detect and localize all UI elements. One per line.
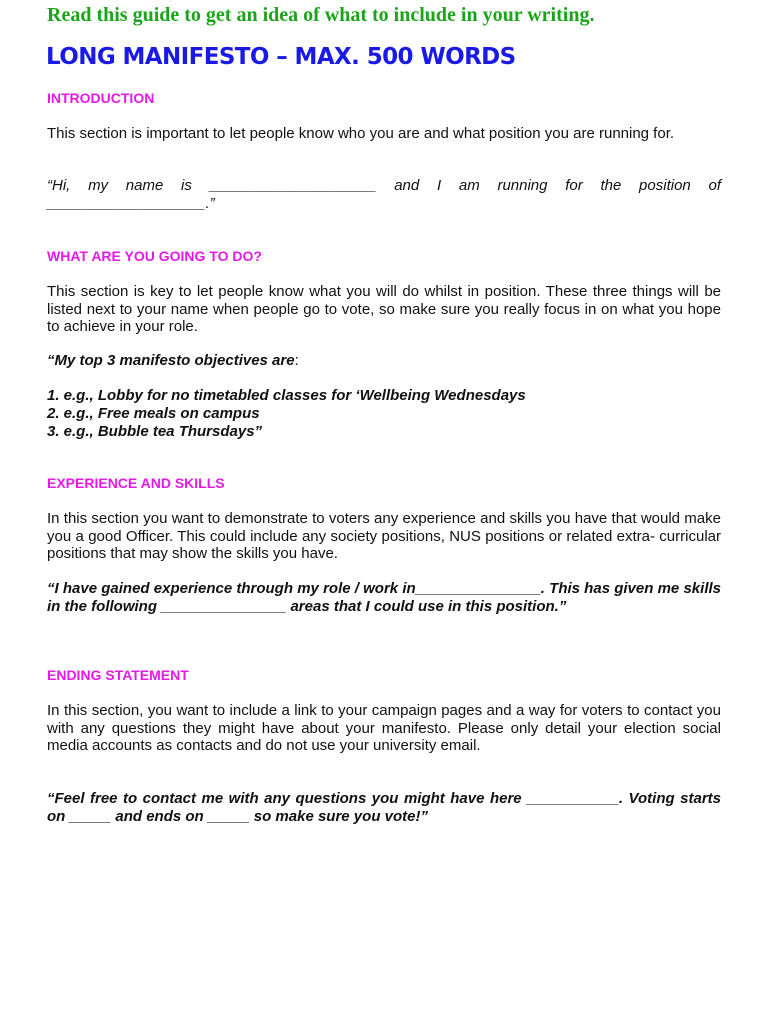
- page-title: LONG MANIFESTO – MAX. 500 WORDS: [46, 44, 516, 70]
- plans-quote-text: “My top 3 manifesto objectives are: [47, 352, 295, 369]
- objective-item: 1. e.g., Lobby for no timetabled classes for ‘Wellbeing Wednesdays: [47, 387, 526, 404]
- ending-body: In this section, you want to include a link to your campaign pages and a way for voters to contact you with any questions they might have about your manifesto. Please only detail your election social media accounts as contacts and do not use your university email.: [47, 702, 721, 754]
- objective-item: 3. e.g., Bubble tea Thursdays”: [47, 423, 263, 440]
- introduction-quote: “Hi, my name is ____________________ and I am running for the position of ___________________.”: [47, 177, 721, 212]
- experience-quote: “I have gained experience through my role / work in_______________. This has given me skills in the following _______________ areas that I could use in this position.”: [47, 580, 721, 615]
- ending-quote: “Feel free to contact me with any questions you might have here ___________. Voting starts on _____ and ends on _____ so make sure you vote!”: [47, 790, 721, 825]
- section-heading-ending: ENDING STATEMENT: [47, 667, 189, 683]
- objective-item: 2. e.g., Free meals on campus: [47, 405, 260, 422]
- experience-body: In this section you want to demonstrate to voters any experience and skills you have that would make you a good Officer. This could include any society positions, NUS positions or related extra- curricular positions that may show the skills you have.: [47, 510, 721, 562]
- plans-quote: [47, 352, 721, 370]
- objectives-list: [47, 387, 526, 441]
- plans-quote-colon: :: [294, 352, 299, 369]
- introduction-body: This section is important to let people know who you are and what position you are running for.: [47, 125, 675, 142]
- section-heading-plans: WHAT ARE YOU GOING TO DO?: [47, 248, 262, 264]
- section-heading-introduction: INTRODUCTION: [47, 90, 155, 106]
- section-heading-experience: EXPERIENCE AND SKILLS: [47, 475, 225, 491]
- guide-note: Read this guide to get an idea of what to include in your writing.: [47, 4, 595, 26]
- plans-body: This section is key to let people know what you will do whilst in position. These three things will be listed next to your name when people go to vote, so make sure you really focus in on what you hope to achieve in your role.: [47, 283, 721, 335]
